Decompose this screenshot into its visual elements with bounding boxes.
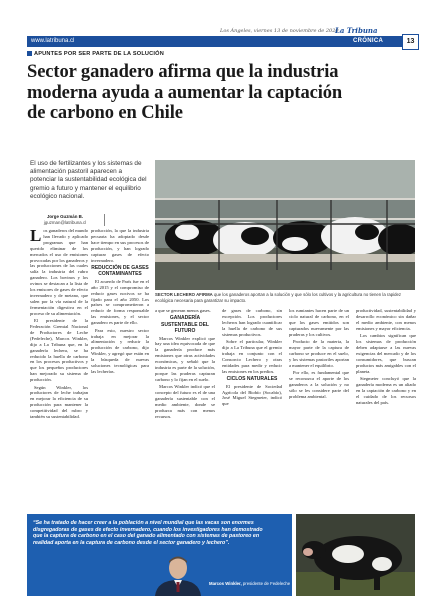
article-column-6	[356, 308, 416, 407]
dairy-cows-photo	[155, 160, 415, 290]
column-2-paragraph-3: Para esto, nuestro sector trabaja en mejorar la alimentación y reducir la producción de carbono, dijo Winkler, y agregó que están en la búsqueda de nuevas soluciones tecnológicas para las lecherías.	[91, 327, 149, 374]
column-3-paragraph-2: Marcos Winkler explicó que hay una idea equivocada de que la ganadería produce más emisiones que otras actividades económicas, y señaló que la industria es parte de la solución, porque las praderas capturan carbono y lo fijan en el suelo.	[155, 335, 215, 382]
column-4-paragraph-3: El presidente de Sociedad Agrícola del Biobío (Socabío), José Miguel Stegmeier, indicó que	[222, 383, 282, 407]
article-column-4	[222, 308, 282, 409]
header-bar	[27, 36, 402, 47]
column-6-paragraph-1: productividad, sustentabilidad y desarrollo económico sin dañar el medio ambiente, con menos emisiones y mayor eficiencia.	[356, 308, 416, 331]
byline	[30, 214, 105, 226]
subhead-ganaderia: GANADERÍA SUSTENTABLE DEL FUTURO	[161, 315, 209, 334]
article-column-1	[30, 228, 88, 422]
column-3-paragraph-1: a que se generan menos gases.	[155, 308, 211, 313]
column-6-paragraph-3: Stegmeier concluyó que la ganadería moderna es un aliado en la captación de carbono y en el cuidado de los recursos naturales del país.	[356, 375, 416, 405]
column-5-paragraph-2: Producto de la materia, la mayor parte de la captura de carbono se produce en el suelo, y los sistemas pastoriles aportan a mantener el equilibrio.	[289, 339, 349, 368]
column-5-paragraph-3: Por ello, es fundamental que se reconozca el aporte de los ganaderos a la solución y no sólo se les considere parte del problema ambiental.	[289, 370, 349, 399]
newspaper-logo: La Tribuna	[335, 26, 378, 35]
subhead-reduccion: REDUCCIÓN DE GASES CONTAMINANTES	[91, 264, 149, 278]
issue-date: Los Ángeles, viernes 13 de noviembre de 2020	[220, 28, 339, 34]
photo-caption	[155, 292, 417, 303]
column-6-paragraph-2: Los cambios significan que los sistemas de producción deben adaptarse a las nuevas exigencias del mercado y de los consumidores, que buscan productos más amigables con el planeta.	[356, 333, 416, 374]
pull-quote-text: “Se ha tratado de hacer creer a la población a nivel mundial que las vacas son enormes disgregadoras de gases de efecto invernadero, cuando los investigadores han demostrado que la captura de carbono en el caso del ganado alimentado con sistemas de pastoreo en realidad aporta en la captura de carbono desde el sector ganadero y lechero”.	[33, 520, 263, 547]
column-2-paragraph-1: producción, la que la industria pecuaria ha adoptado desde hace tiempo en sus procesos de producción, y han logrado capturar gases de efecto invernadero.	[91, 228, 149, 263]
headline-line-2: moderna ayuda a aumentar la captación	[27, 82, 343, 103]
column-4-paragraph-2: Sobre el particular, Winkler dijo a La Tribuna que el gremio trabaja en conjunto con el Consorcio Lechero y otras entidades para medir y reducir las emisiones en los predios.	[222, 339, 282, 374]
website-url[interactable]: www.latribuna.cl	[31, 38, 75, 44]
article-headline	[27, 62, 419, 124]
subhead-ciclos: CICLOS NATURALES	[226, 375, 278, 382]
article-column-3	[155, 308, 215, 421]
column-1-paragraph-3: Según Winkler, los productores de leche trabajan en mejorar la eficiencia de su producción para mantener la competitividad del rubro y también su sustentabilidad.	[30, 384, 88, 420]
column-5-paragraph-1: los rumiantes hacen parte de un ciclo natural de carbono, en el que los gases emitidos son capturados nuevamente por las praderas y los cultivos.	[289, 308, 349, 337]
column-1-paragraph-1-text: os ganaderos del mundo han llevado y aplicado programas que han querido eliminar de los mercados el uso de emisiones provocadas por los ganaderos y las producciones de las cuales salía la industria del rubro ganadero. Los bovinos y los ovinos se destacan a la lista de los emisores de gases de efecto invernadero y de metano, que salen por la vía natural de la fermentación digestiva en el proceso de su alimentación.	[30, 228, 88, 316]
caption-label: SECTOR LECHERO AFIRMA	[155, 292, 213, 297]
caption-text: que los ganaderos aportan a la solución y que sólo los cultivos y la agricultura no tienen la rapidez ecológica necesaria para garantizar su impacto.	[155, 292, 402, 303]
cow-closeup-illustration	[296, 514, 415, 596]
column-3-paragraph-3: Marcos Winkler indicó que el concepto del futuro es el de una ganadería sustentable con el medio ambiente, donde se produzca más con menos recursos.	[155, 384, 215, 419]
article-deck: El uso de fertilizantes y los sistemas de alimentación pastoril aparecen a potenciar la sustentabilidad ecológica del gremio a futuro y mantener el equilibrio ecológico nacional.	[30, 160, 147, 200]
author-email[interactable]: jguzman@latribuna.cl	[43, 220, 87, 225]
page-number: 13	[402, 34, 419, 50]
column-1-paragraph-2: El presidente de la Federación Gremial Nacional de Productores de Leche (Fedeleche), Marcos Winkler, dijo a La Tribuna que, en la ganadería lechera, se ha reducido la huella de carbono en los procesos productivos y que los pequeños productores han mejorado su sistema de producción.	[30, 318, 88, 383]
grazing-cow-photo	[296, 514, 415, 596]
pull-quote-box	[27, 514, 292, 596]
cows-illustration	[155, 160, 415, 290]
author-name: Jorge Guzmán B.	[46, 214, 84, 219]
column-4-paragraph-1: de gases de carbono, sin excepción. Los productores lecheros han logrado cuantificar la huella de carbono de sus sistemas productivos.	[222, 308, 282, 337]
section-label: CRÓNICA	[353, 38, 384, 44]
drop-cap: L	[30, 226, 42, 245]
article-column-2	[91, 228, 149, 376]
headline-line-1: Sector ganadero afirma que la industria	[27, 62, 339, 82]
quote-author: Marcos Winkler,	[209, 581, 242, 586]
portrait-photo	[149, 552, 207, 596]
quote-role: presidente de Fedeleche	[242, 581, 291, 586]
article-column-5	[289, 308, 349, 401]
headline-line-3: de carbono en Chile	[27, 103, 183, 123]
article-kicker: APUNTES POR SER PARTE DE LA SOLUCIÓN	[27, 51, 164, 57]
column-2-paragraph-2: El acuerdo de París fue en el año 2015 y el compromiso de reducir gases nocivos se ha fijado para el año 2050. Los países se comprometieron a reducir de forma responsable las emisiones, y el sector ganadero es parte de ello.	[91, 278, 149, 326]
column-1-paragraph-1	[30, 228, 88, 317]
quote-credit	[209, 581, 290, 586]
